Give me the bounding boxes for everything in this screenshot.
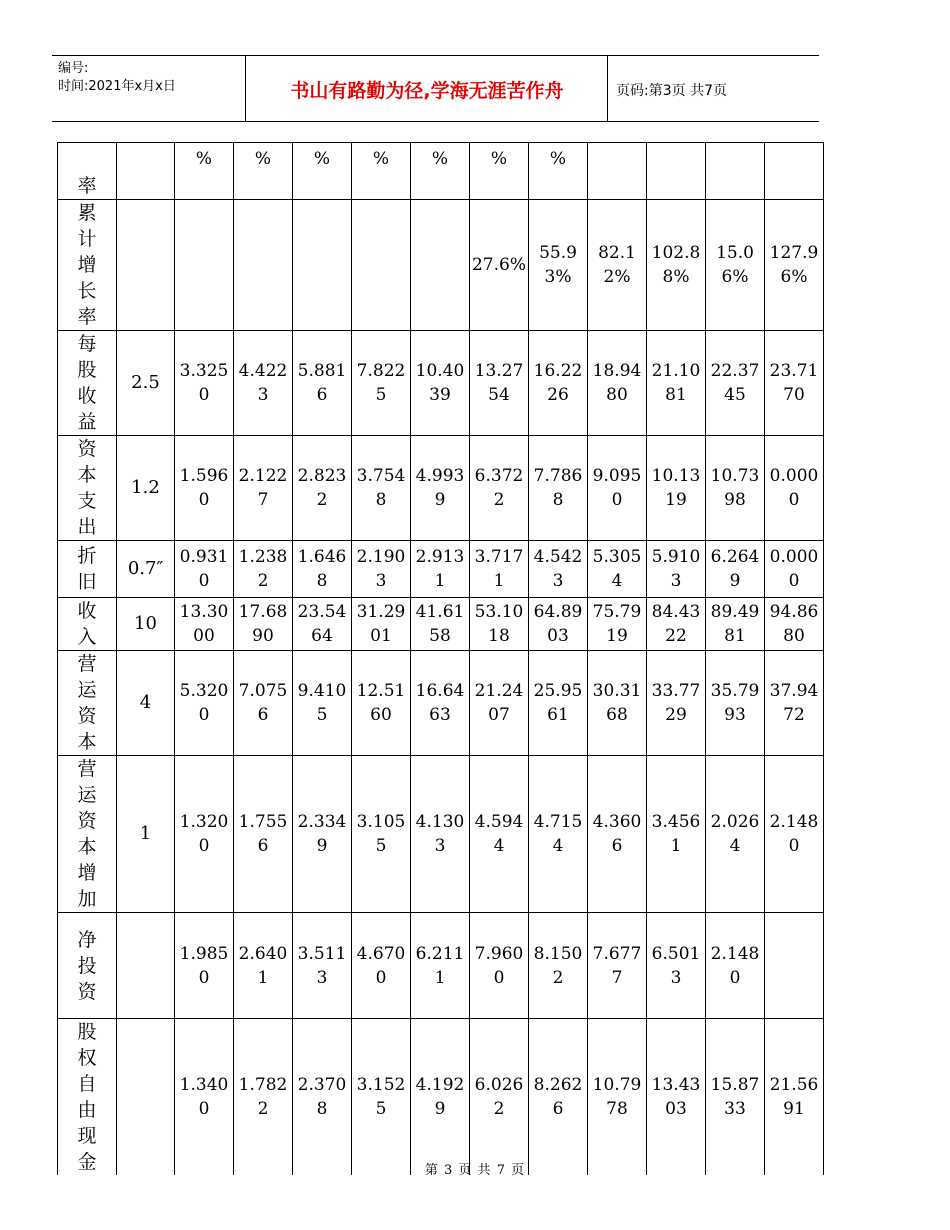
table-row (58, 436, 824, 541)
value-cell: 22.3745 (706, 331, 765, 436)
row-label: 率 (77, 175, 97, 197)
value-cell: 5.3054 (588, 541, 647, 598)
value-cell: 5.3200 (175, 651, 234, 756)
value-cell: % (352, 143, 411, 200)
row-label-cell (58, 200, 117, 331)
value-cell: 5.9103 (647, 541, 706, 598)
value-cell (352, 200, 411, 331)
value-cell: 1.9850 (175, 913, 234, 1019)
value-cell: 2.3349 (293, 756, 352, 913)
header-bottom-rule (52, 121, 819, 122)
value-cell: % (175, 143, 234, 200)
value-cell (588, 143, 647, 200)
value-cell: 1.2382 (234, 541, 293, 598)
value-cell: 16.6463 (411, 651, 470, 756)
value-cell: 2.8232 (293, 436, 352, 541)
value-cell: 2.6401 (234, 913, 293, 1019)
value-cell: 1.3200 (175, 756, 234, 913)
value-cell: 7.6777 (588, 913, 647, 1019)
table-row (58, 331, 824, 436)
value-cell: 7.0756 (234, 651, 293, 756)
value-cell: 0.9310 (175, 541, 234, 598)
row-parameter (117, 1019, 175, 1176)
value-cell: 6.3722 (470, 436, 529, 541)
value-cell: % (293, 143, 352, 200)
value-cell: 4.9939 (411, 436, 470, 541)
value-cell: 12.5160 (352, 651, 411, 756)
value-cell: 4.1303 (411, 756, 470, 913)
row-parameter: 2.5 (117, 331, 175, 436)
value-cell: 3.1525 (352, 1019, 411, 1176)
row-label-cell (58, 331, 117, 436)
row-parameter: 4 (117, 651, 175, 756)
value-cell: 3.1055 (352, 756, 411, 913)
value-cell: 102.88% (647, 200, 706, 331)
value-cell: 3.7548 (352, 436, 411, 541)
value-cell: % (411, 143, 470, 200)
value-cell: 10.1319 (647, 436, 706, 541)
value-cell: 64.8903 (529, 598, 588, 651)
value-cell: 2.0264 (706, 756, 765, 913)
row-parameter (117, 913, 175, 1019)
value-cell: 9.4105 (293, 651, 352, 756)
header-meta (58, 60, 176, 96)
value-cell: 4.5944 (470, 756, 529, 913)
footer-page-number: 第 3 页 共 7 页 (424, 1163, 526, 1178)
table-row (58, 651, 824, 756)
value-cell: 6.5013 (647, 913, 706, 1019)
value-cell: 37.9472 (765, 651, 824, 756)
value-cell: 127.96% (765, 200, 824, 331)
value-cell: 21.2407 (470, 651, 529, 756)
value-cell (234, 200, 293, 331)
value-cell (765, 143, 824, 200)
row-label-cell (58, 541, 117, 598)
row-parameter: 1.2 (117, 436, 175, 541)
value-cell: 2.1480 (765, 756, 824, 913)
value-cell (411, 200, 470, 331)
table-row (58, 756, 824, 913)
value-cell: 9.0950 (588, 436, 647, 541)
value-cell: 94.8680 (765, 598, 824, 651)
value-cell: 35.7993 (706, 651, 765, 756)
table-body (58, 143, 824, 1176)
row-label-cell (58, 1019, 117, 1176)
value-cell: 1.7556 (234, 756, 293, 913)
value-cell: 18.9480 (588, 331, 647, 436)
document-number-label: 编号: (58, 61, 89, 76)
table-row (58, 598, 824, 651)
value-cell: 17.6890 (234, 598, 293, 651)
value-cell: 21.1081 (647, 331, 706, 436)
row-label: 资本支出 (77, 438, 97, 538)
value-cell: 10.7978 (588, 1019, 647, 1176)
row-label: 股权自由现金 (77, 1021, 97, 1173)
row-label-cell (58, 756, 117, 913)
value-cell: 1.3400 (175, 1019, 234, 1176)
row-parameter (117, 143, 175, 200)
value-cell: 8.1502 (529, 913, 588, 1019)
value-cell: 89.4981 (706, 598, 765, 651)
value-cell: % (529, 143, 588, 200)
table-row (58, 200, 824, 331)
value-cell: 25.9561 (529, 651, 588, 756)
value-cell: 7.7868 (529, 436, 588, 541)
value-cell: 1.5960 (175, 436, 234, 541)
value-cell: 3.3250 (175, 331, 234, 436)
table-row (58, 541, 824, 598)
financial-forecast-table (57, 142, 824, 1175)
value-cell: 41.6158 (411, 598, 470, 651)
document-time-label: 时间:2021年x月x日 (58, 79, 176, 94)
value-cell: % (470, 143, 529, 200)
row-label: 营运资本 (77, 653, 97, 753)
value-cell: 4.1929 (411, 1019, 470, 1176)
value-cell: 15.06% (706, 200, 765, 331)
value-cell: 13.2754 (470, 331, 529, 436)
table-row (58, 143, 824, 200)
value-cell: 10.7398 (706, 436, 765, 541)
row-label-cell (58, 598, 117, 651)
value-cell: 3.4561 (647, 756, 706, 913)
value-cell: 1.7822 (234, 1019, 293, 1176)
row-label-cell (58, 436, 117, 541)
value-cell: 3.5113 (293, 913, 352, 1019)
value-cell: 2.1480 (706, 913, 765, 1019)
value-cell: 30.3168 (588, 651, 647, 756)
value-cell: 3.7171 (470, 541, 529, 598)
value-cell: 82.12% (588, 200, 647, 331)
value-cell (706, 143, 765, 200)
value-cell: 23.5464 (293, 598, 352, 651)
value-cell (293, 200, 352, 331)
row-label: 累计增长率 (77, 202, 97, 328)
row-label-cell (58, 143, 117, 200)
row-label: 折旧 (77, 545, 97, 593)
row-label: 营运资本增加 (77, 758, 97, 910)
value-cell: 13.3000 (175, 598, 234, 651)
value-cell: 4.6700 (352, 913, 411, 1019)
value-cell: 0.0000 (765, 436, 824, 541)
value-cell: 6.2649 (706, 541, 765, 598)
value-cell: 33.7729 (647, 651, 706, 756)
value-cell: 7.9600 (470, 913, 529, 1019)
value-cell: 4.5423 (529, 541, 588, 598)
value-cell: 4.3606 (588, 756, 647, 913)
value-cell: 55.93% (529, 200, 588, 331)
value-cell: 31.2901 (352, 598, 411, 651)
value-cell: 6.2111 (411, 913, 470, 1019)
value-cell: 15.8733 (706, 1019, 765, 1176)
table-row (58, 913, 824, 1019)
value-cell: 7.8225 (352, 331, 411, 436)
header-motto: 书山有路勤为径,学海无涯苦作舟 (290, 80, 564, 102)
value-cell: 84.4322 (647, 598, 706, 651)
value-cell: 0.0000 (765, 541, 824, 598)
value-cell: 10.4039 (411, 331, 470, 436)
value-cell: 2.9131 (411, 541, 470, 598)
header-top-rule (52, 55, 819, 56)
value-cell: 23.7170 (765, 331, 824, 436)
header-page-number: 页码:第3页 共7页 (616, 83, 727, 99)
value-cell (647, 143, 706, 200)
row-label: 每股收益 (77, 333, 97, 433)
row-label: 净投资 (77, 928, 97, 1003)
value-cell: 13.4303 (647, 1019, 706, 1176)
value-cell: 2.1227 (234, 436, 293, 541)
value-cell: 53.1018 (470, 598, 529, 651)
table-row (58, 1019, 824, 1176)
value-cell: 1.6468 (293, 541, 352, 598)
row-label-cell (58, 913, 117, 1019)
value-cell (765, 913, 824, 1019)
row-parameter: 0.7″ (117, 541, 175, 598)
value-cell: 16.2226 (529, 331, 588, 436)
value-cell: 2.3708 (293, 1019, 352, 1176)
value-cell: 2.1903 (352, 541, 411, 598)
value-cell: 75.7919 (588, 598, 647, 651)
value-cell: 4.7154 (529, 756, 588, 913)
value-cell: 6.0262 (470, 1019, 529, 1176)
value-cell (175, 200, 234, 331)
row-label: 收入 (77, 600, 97, 648)
value-cell: 4.4223 (234, 331, 293, 436)
value-cell: 8.2626 (529, 1019, 588, 1176)
row-parameter (117, 200, 175, 331)
row-parameter: 10 (117, 598, 175, 651)
value-cell: 21.5691 (765, 1019, 824, 1176)
row-label-cell (58, 651, 117, 756)
value-cell: 27.6% (470, 200, 529, 331)
row-parameter: 1 (117, 756, 175, 913)
value-cell: % (234, 143, 293, 200)
value-cell: 5.8816 (293, 331, 352, 436)
